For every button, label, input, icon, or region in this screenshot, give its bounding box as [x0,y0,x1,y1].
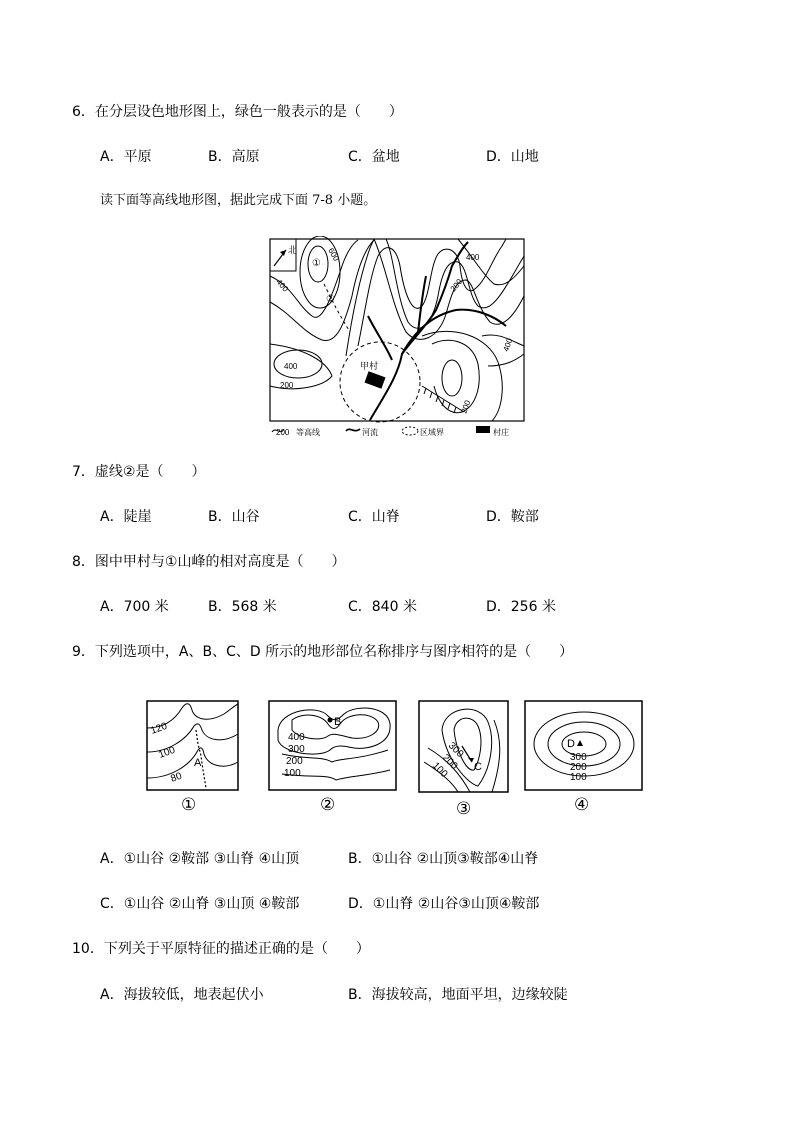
label-400-top: 400 [466,253,480,262]
label-400-left: 400 [274,277,290,294]
north-label: 北 [288,245,298,255]
label-200-bottom: 200 [459,399,473,415]
fig1-label-100: 100 [157,744,177,761]
fig4-label-300: 300 [570,752,587,763]
q9-option-c: C．①山谷 ②山脊 ③山顶 ④鞍部 [100,896,300,912]
fig4-label-200: 200 [570,762,587,773]
label-village: 甲村 [360,361,379,371]
fig1-label-120: 120 [149,720,169,737]
q8-option-c: C．840 米 [348,599,417,615]
q8-stem: 8．图中甲村与①山峰的相对高度是（ ） [72,554,346,570]
fig4-label-100: 100 [570,772,587,783]
q6-option-a: A．平原 [100,149,152,165]
fig2-label-b: B [334,716,342,728]
legend-river: 河流 [362,428,378,437]
label-200-top: 200 [448,277,465,294]
label-200-left: 200 [280,381,294,390]
fig3-label-c: C [474,761,482,773]
q6-option-c: C．盆地 [348,149,400,165]
fig2-caption: ② [320,795,336,815]
legend-200: 200 [276,428,290,437]
label-600: 600 [326,246,341,263]
figure-3-ridge [418,700,510,794]
fig4-caption: ④ [574,795,590,815]
fig1-caption: ① [181,795,197,815]
q10-option-a: A．海拔较低，地表起伏小 [100,987,264,1003]
figure-1-valley [146,700,240,792]
q8-option-a: A．700 米 [100,599,169,615]
q9-option-d: D．①山脊 ②山谷③山顶④鞍部 [348,896,540,912]
q10-stem: 10．下列关于平原特征的描述正确的是（ ） [72,941,370,957]
figure-2-saddle [268,700,398,792]
map-legend [272,426,509,437]
q9-option-b: B．①山谷 ②山顶③鞍部④山脊 [348,851,539,867]
contour-map-village [262,236,534,440]
fig2-label-400: 400 [288,732,305,743]
label-dash: ② [326,294,335,305]
fig3-label-200: 200 [439,752,460,772]
fig4-label-d: D [567,738,575,750]
q6-stem: 6．在分层设色地形图上，绿色一般表示的是（ ） [72,104,403,120]
fig3-caption: ③ [456,799,472,819]
legend-village: 村庄 [493,428,509,437]
fig3-label-300: 300 [445,740,466,760]
q7-option-b: B．山谷 [208,509,260,525]
fig2-label-100: 100 [284,768,301,779]
label-400-hill: 400 [284,362,298,371]
fig1-label-a: A [194,757,202,769]
intro-text: 读下面等高线地形图，据此完成下面 7-8 小题。 [100,193,377,208]
fig1-label-80: 80 [169,770,184,785]
label-peak: ① [312,258,321,269]
q9-option-a: A．①山谷 ②鞍部 ③山脊 ④山顶 [100,851,300,867]
fig2-label-200: 200 [286,756,303,767]
fig2-label-300: 300 [288,744,305,755]
q7-option-c: C．山脊 [348,509,400,525]
q6-option-d: D．山地 [486,149,539,165]
legend-region: 区域界 [420,428,444,437]
q9-stem: 9．下列选项中，A、B、C、D 所示的地形部位名称排序与图序相符的是（ ） [72,644,574,660]
q7-option-a: A．陡崖 [100,509,152,525]
label-400-right: 400 [501,337,515,353]
fig3-label-100: 100 [429,760,450,780]
q7-option-d: D．鞍部 [486,509,539,525]
figure-4-peak [524,700,644,792]
q8-option-d: D．256 米 [486,599,556,615]
q10-option-b: B．海拔较高，地面平坦，边缘较陡 [348,987,568,1003]
q7-stem: 7．虚线②是（ ） [72,464,206,480]
q8-option-b: B．568 米 [208,599,277,615]
legend-contour: 等高线 [296,428,320,437]
q6-option-b: B．高原 [208,149,260,165]
